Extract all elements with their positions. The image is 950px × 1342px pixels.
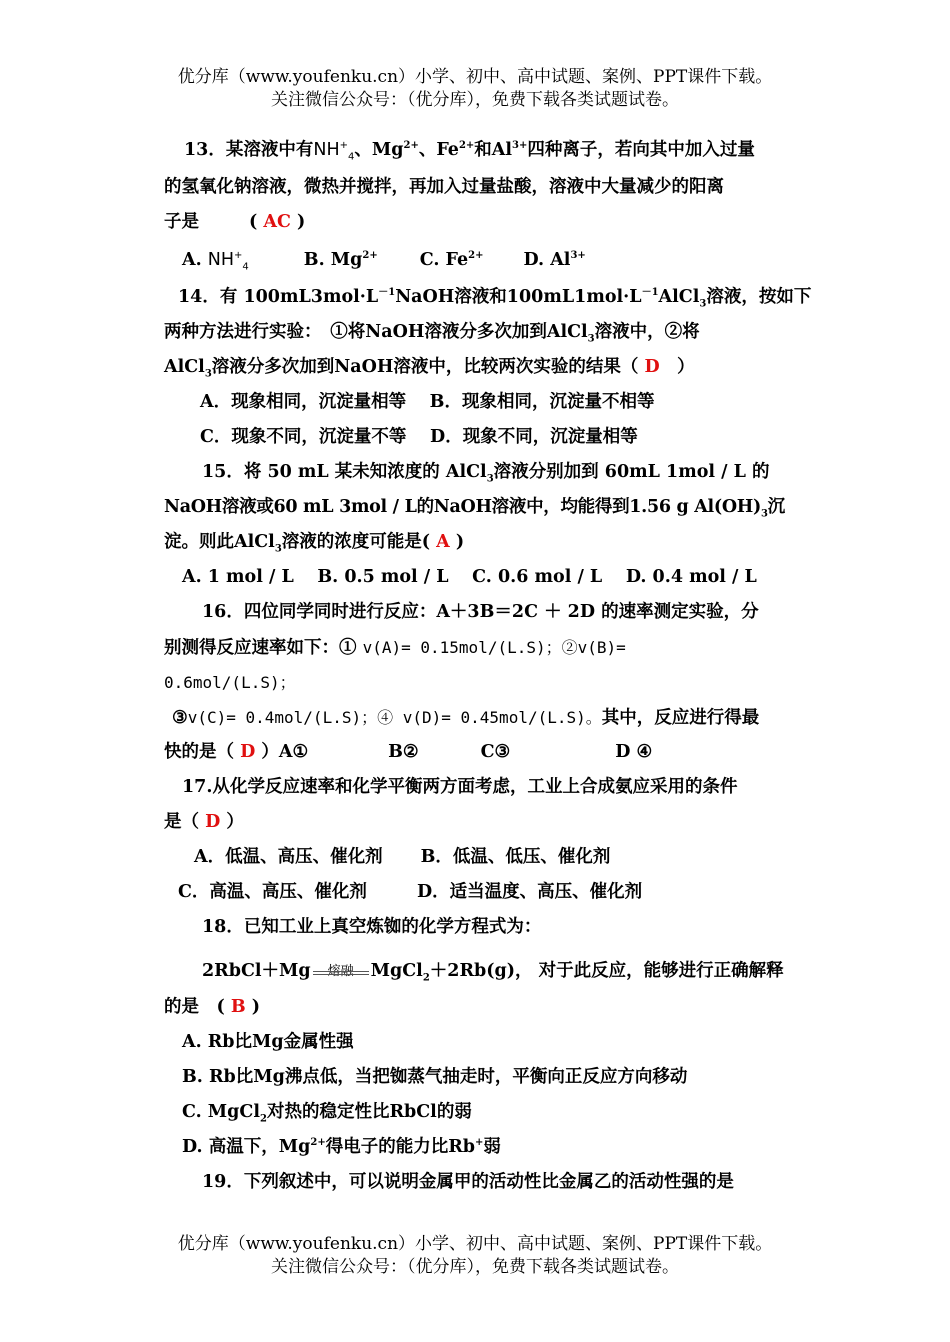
q17-line-2: 是（ D ）: [164, 812, 244, 832]
q16-line-2: 别测得反应速率如下：① v(A)= 0.15mol/(L.S)；②v(B)=: [164, 638, 626, 658]
q16-answer: D: [240, 742, 256, 762]
page-header: [0, 66, 950, 112]
q16-line-1: 16．四位同学同时进行反应：A＋3B＝2C ＋ 2D 的速率测定实验，分: [202, 602, 759, 622]
q16-line-4: ③v(C)= 0.4mol/(L.S)；④ v(D)= 0.45mol/(L.S)。其中，反应进行得最: [172, 708, 760, 728]
q15-options: A. 1 mol / L B. 0.5 mol / L C. 0.6 mol / L D. 0.4 mol / L: [182, 567, 757, 587]
q14-options-ab: A．现象相同，沉淀量相等 B．现象相同，沉淀量不相等: [200, 392, 655, 412]
q15-line-2: NaOH溶液或60 mL 3mol / L的NaOH溶液中，均能得到1.56 g $Al(OH)_3$沉: [164, 497, 785, 520]
q14-line-3: AlCl$_3$溶液分多次加到NaOH溶液中，比较两次实验的结果（ D ）: [164, 357, 695, 380]
footer-line-2: 关注微信公众号：（优分库），免费下载各类试题试卷。: [271, 1257, 679, 1277]
q18-option-c: C. MgCl$_2$对热的稳定性比RbCl的弱: [182, 1102, 472, 1125]
q18-answer: B: [230, 997, 246, 1017]
footer-line-1: 优分库（www.youfenku.cn）小学、初中、高中试题、案例、PPT课件下载。: [177, 1234, 773, 1254]
q17-options-ab: A．低温、高压、催化剂 B．低温、低压、催化剂: [194, 847, 611, 867]
q18-option-d: D. 高温下，$Mg^{2+}$得电子的能力比Rb+弱: [182, 1137, 501, 1157]
question-content: [164, 130, 812, 1200]
q13-answer: AC: [263, 212, 291, 232]
q15-answer: A: [436, 532, 450, 552]
q17-line-1: 17.从化学反应速率和化学平衡两方面考虑，工业上合成氨应采用的条件: [182, 777, 738, 797]
q15-line-3: 淀。则此AlCl$_3$溶液的浓度可能是( A ): [164, 532, 465, 555]
q17-answer: D: [205, 812, 221, 832]
header-line-1: 优分库（www.youfenku.cn）小学、初中、高中试题、案例、PPT课件下载。: [177, 67, 773, 87]
q18-option-b: B. Rb比Mg沸点低，当把铷蒸气抽走时，平衡向正反应方向移动: [182, 1067, 688, 1087]
q18-option-a: A. Rb比Mg金属性强: [182, 1032, 354, 1052]
q14-options-cd: C．现象不同，沉淀量不等 D．现象不同，沉淀量相等: [200, 427, 638, 447]
condition-label: 熔融: [327, 963, 354, 979]
q16-line-5: 快的是（ D ）A① B② C③ D ④: [164, 742, 653, 762]
q14-line-2: 两种方法进行实验： ①将NaOH溶液分多次加到AlCl$_3$溶液中，②将: [164, 322, 700, 345]
q19-line-1: 19．下列叙述中，可以说明金属甲的活动性比金属乙的活动性强的是: [202, 1172, 734, 1192]
q15-line-1: 15．将 50 mL 某未知浓度的 AlCl$_3$溶液分别加到 60mL 1mol / L 的: [202, 462, 770, 485]
q18-line-3: 的是 ( B ): [164, 997, 261, 1017]
q16-line-3: 0.6mol/(L.S)；: [164, 673, 296, 692]
equilibrium-arrow: [311, 962, 371, 982]
ammonium-ion: $NH^+_4$: [313, 140, 355, 163]
page-footer: [0, 1233, 950, 1279]
q13-line-2: 的氢氧化钠溶液，微热并搅拌，再加入过量盐酸，溶液中大量减少的阳离: [164, 177, 724, 197]
header-line-2: 关注微信公众号：（优分库），免费下载各类试题试卷。: [271, 90, 679, 110]
q18-equation: 2RbCl＋Mg 熔融 MgCl$_2$＋2Rb(g)， 对于此反应，能够进行正确解释: [164, 945, 788, 990]
q14-line-1: 14．有 $100mL3mol\cdot L^{-1}NaOH$溶液和$100mL1mol\cdot L^{-1}AlCl_3$溶液，按如下: [178, 287, 812, 310]
q18-line-1: 18．已知工业上真空炼铷的化学方程式为：: [202, 917, 542, 937]
q17-options-cd: C．高温、高压、催化剂 D．适当温度、高压、催化剂: [178, 882, 643, 902]
q13-options: A. $NH^+_4$ B. $Mg^{2+}$ C. $Fe^{2+}$ D. $Al^{3+}$: [182, 250, 586, 273]
q13-line-1: 13．某溶液中有$NH^+_4$、$Mg^{2+}$、$Fe^{2+}$和$Al^{3+}$四种离子，若向其中加入过量: [184, 140, 755, 163]
q14-answer: D: [644, 357, 660, 377]
q13-line-3: 子是 ( AC ): [164, 212, 306, 232]
